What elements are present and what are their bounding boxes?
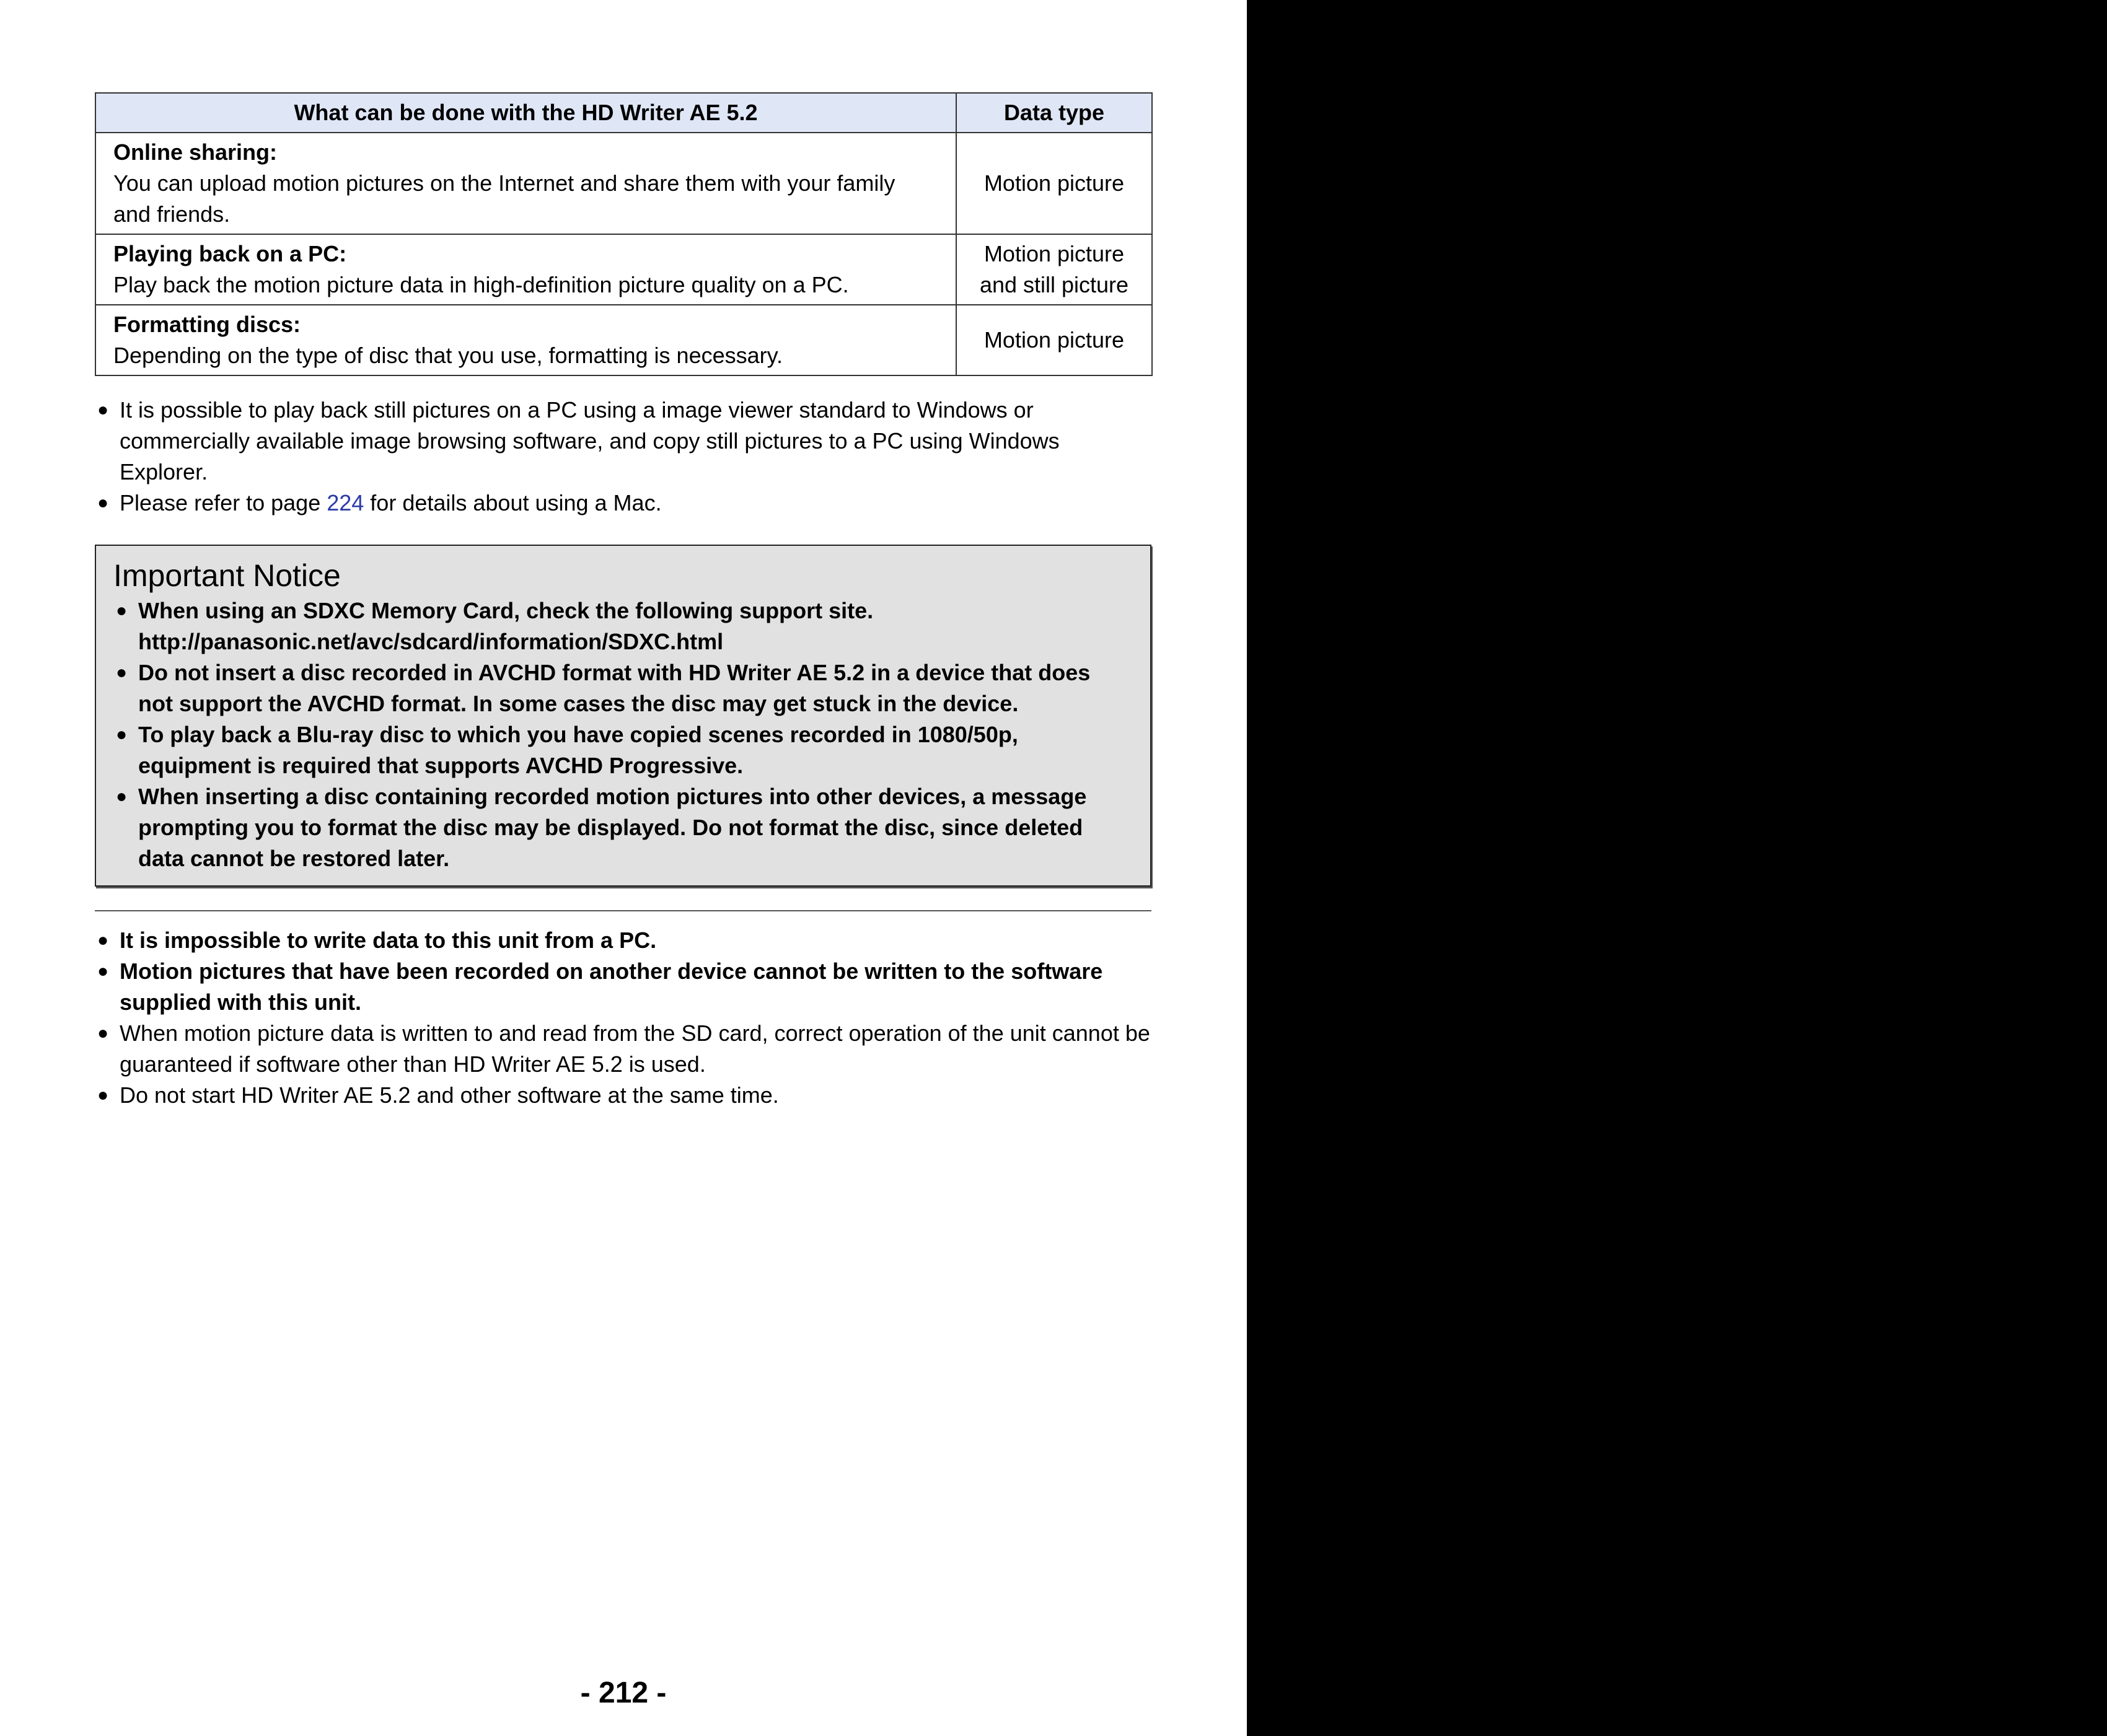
notes-list-bottom [95,925,1151,1111]
list-item [113,781,1130,874]
list-item [95,925,1151,956]
note-text: Do not start HD Writer AE 5.2 and other software at the same time. [120,1082,779,1108]
row-title: Online sharing: [113,139,278,165]
bullet-icon: ● [97,493,109,513]
table-cell-data-type [956,234,1152,305]
list-item [95,1080,1151,1111]
bullet-icon: ● [97,1023,109,1043]
notice-text: When using an SDXC Memory Card, check the following support site. [138,598,874,623]
page-content [95,92,1151,1111]
data-type-text: Motion picture [983,241,1125,266]
notice-text: Do not insert a disc recorded in AVCHD format with HD Writer AE 5.2 in a device that does not support the AVCHD format. In some cases the disc may get stuck in the device. [138,660,1091,716]
list-item [113,657,1130,719]
row-text: Play back the motion picture data in high-definition picture quality on a PC. [113,272,849,297]
table-cell-description [95,234,956,305]
important-notice-box [95,545,1151,887]
table-cell-data-type [956,133,1152,234]
list-item [113,719,1130,781]
page-number: - 212 - [580,1677,667,1709]
notes-list-top [95,395,1151,519]
important-notice-title: Important Notice [113,558,341,593]
page-224-link[interactable]: 224 [327,490,364,515]
table-row [95,305,1152,375]
data-type-text: Motion picture [983,170,1125,196]
list-item [113,595,1130,657]
table-cell-data-type [956,305,1152,375]
list-item [95,488,1151,519]
note-text: Motion pictures that have been recorded on another device cannot be written to the software supplied with this unit. [120,958,1103,1015]
bullet-icon: ● [97,400,109,420]
support-site-url: http://panasonic.net/avc/sdcard/information/SDXC.html [138,629,724,654]
bullet-icon: ● [116,600,128,621]
table-cell-description [95,133,956,234]
list-item [95,395,1151,488]
row-text: You can upload motion pictures on the Internet and share them with your family and friends. [113,170,895,227]
bullet-icon: ● [97,930,109,950]
table-row [95,133,1152,234]
notice-text: When inserting a disc containing recorded motion pictures into other devices, a message prompting you to format the disc may be displayed. Do not format the disc, since deleted data cannot be restored later. [138,784,1087,871]
features-table [95,92,1153,376]
data-type-text: Motion picture [983,327,1125,353]
table-cell-description [95,305,956,375]
bullet-icon: ● [97,961,109,981]
note-text: It is impossible to write data to this unit from a PC. [120,927,657,953]
list-item [95,956,1151,1018]
table-row [95,234,1152,305]
data-type-text: and still picture [979,272,1129,297]
section-divider [95,910,1151,911]
bullet-icon: ● [116,724,128,745]
note-text-after-link: for details about using a Mac. [364,490,662,515]
bullet-icon: ● [97,1085,109,1105]
bullet-icon: ● [116,662,128,683]
row-title: Playing back on a PC: [113,241,347,266]
table-header-row [95,93,1152,133]
row-title: Formatting discs: [113,312,301,337]
table-header-data-type: Data type [956,93,1152,133]
table-header-feature: What can be done with the HD Writer AE 5.2 [95,93,956,133]
note-text: It is possible to play back still pictures on a PC using a image viewer standard to Windows or commercially available image browsing software, and copy still pictures to a PC using Windows Explorer. [120,397,1060,484]
notice-text: To play back a Blu-ray disc to which you have copied scenes recorded in 1080/50p, equipment is required that supports AVCHD Progressive. [138,722,1018,778]
bullet-icon: ● [116,786,128,807]
important-notice-list [113,595,1130,874]
list-item [95,1018,1151,1080]
row-text: Depending on the type of disc that you use, formatting is necessary. [113,343,783,368]
note-text: When motion picture data is written to and read from the SD card, correct operation of the unit cannot be guaranteed if software other than HD Writer AE 5.2 is used. [120,1020,1150,1077]
note-text-before-link: Please refer to page [120,490,327,515]
